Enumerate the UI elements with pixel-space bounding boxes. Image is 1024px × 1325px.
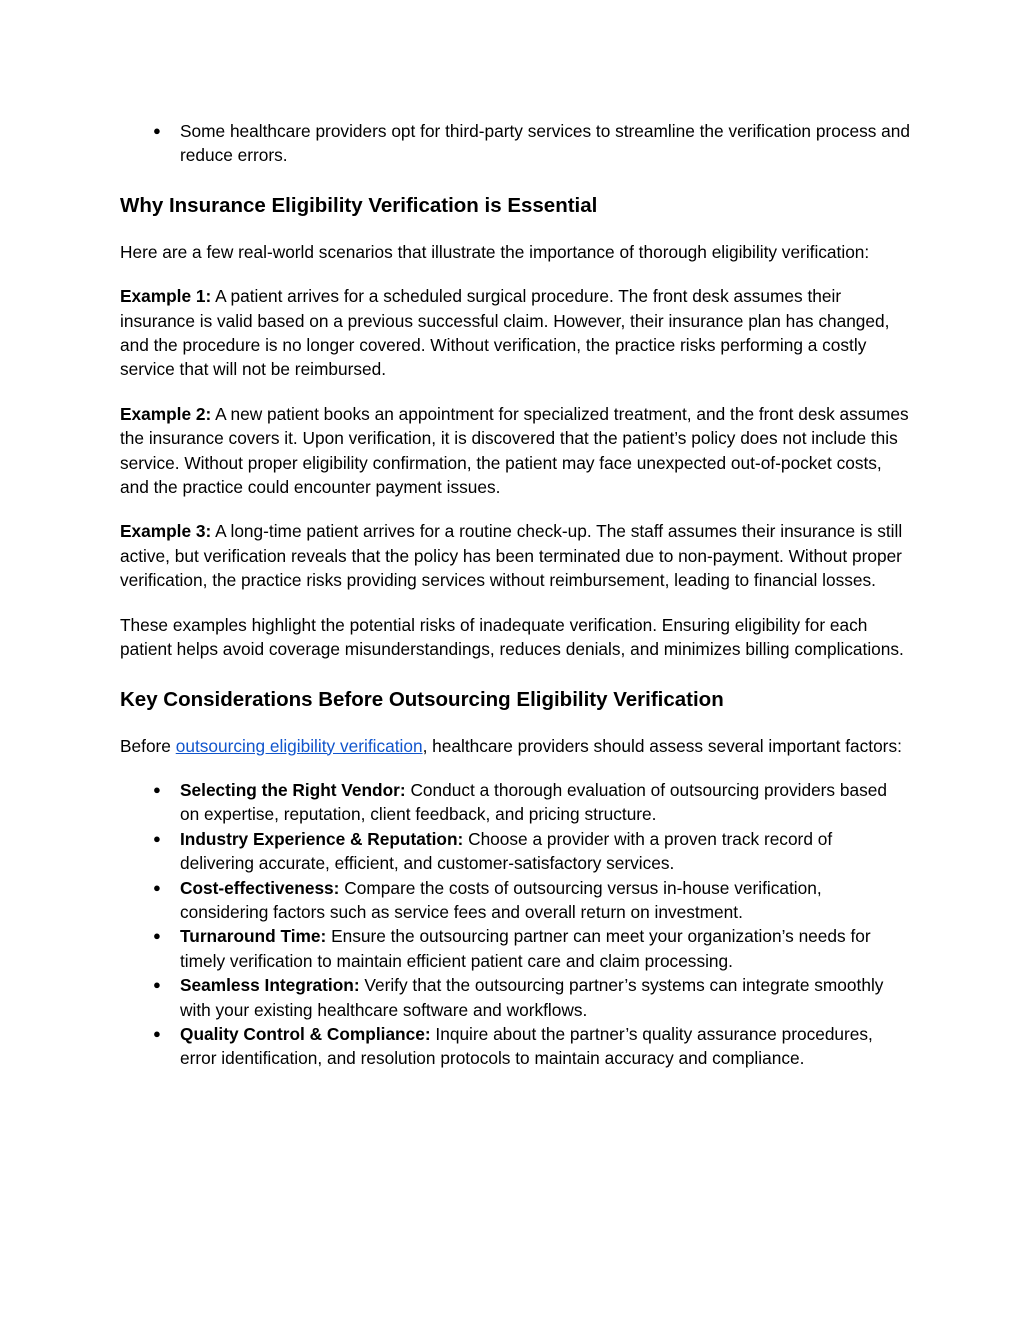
intro-text-after: , healthcare providers should assess several important factors: bbox=[422, 735, 902, 756]
list-item bbox=[120, 1022, 910, 1071]
document-page bbox=[120, 119, 910, 1071]
factor-label: Quality Control & Compliance: bbox=[180, 1023, 431, 1044]
outsourcing-eligibility-verification-link[interactable]: outsourcing eligibility verification bbox=[175, 735, 423, 756]
bullet-icon: ● bbox=[153, 928, 161, 944]
factor-text: Ensure the outsourcing partner can meet your organization’s needs for timely verification to maintain efficient patient care and claim processing. bbox=[180, 926, 871, 971]
example-text: A new patient books an appointment for specialized treatment, and the front desk assumes the insurance covers it. Upon verification, it is discovered that the patient’s policy does not include this service. Without proper eligibility confirmation, the patient may face unexpected out-of-pocket costs, and the practice could encounter payment issues. bbox=[120, 403, 909, 498]
example-label: Example 1: bbox=[120, 286, 212, 307]
section-intro-paragraph: Here are a few real-world scenarios that illustrate the importance of thorough eligibility verification: bbox=[120, 241, 870, 262]
list-item bbox=[120, 876, 910, 925]
list-item bbox=[120, 119, 910, 168]
bullet-icon: ● bbox=[153, 977, 161, 993]
factor-label: Cost-effectiveness: bbox=[180, 877, 340, 898]
bullet-icon: ● bbox=[153, 1025, 161, 1041]
factor-label: Selecting the Right Vendor: bbox=[180, 779, 406, 800]
section-heading-why-essential: Why Insurance Eligibility Verification is Essential bbox=[120, 193, 598, 217]
intro-text-before: Before bbox=[120, 735, 176, 756]
example-paragraph-1 bbox=[120, 284, 910, 382]
list-item bbox=[120, 924, 910, 973]
example-text: A patient arrives for a scheduled surgical procedure. The front desk assumes their insurance is valid based on a previous successful claim. However, their insurance plan has changed, and the procedure is no longer covered. Without verification, the practice risks performing a costly service that will not be reimbursed. bbox=[120, 286, 890, 380]
section-intro-paragraph bbox=[120, 734, 910, 758]
list-item bbox=[120, 973, 910, 1022]
list-item bbox=[120, 778, 910, 827]
bullet-icon: ● bbox=[153, 781, 161, 797]
top-bullet-list bbox=[120, 119, 910, 168]
factor-label: Seamless Integration: bbox=[180, 975, 360, 996]
factor-text: Compare the costs of outsourcing versus in-house verification, considering factors such as service fees and overall return on investment. bbox=[180, 877, 822, 922]
list-item bbox=[120, 827, 910, 876]
factor-text: Inquire about the partner’s quality assurance procedures, error identification, and resolution protocols to maintain accuracy and compliance. bbox=[180, 1023, 873, 1069]
bullet-icon: ● bbox=[153, 123, 161, 138]
summary-paragraph: These examples highlight the potential risks of inadequate verification. Ensuring eligibility for each patient helps avoid coverage misunderstandings, reduces denials, and minimizes billing complications. bbox=[120, 614, 904, 660]
example-paragraph-2 bbox=[120, 402, 910, 500]
list-item-text: Some healthcare providers opt for third-party services to streamline the verification process and reduce errors. bbox=[180, 121, 910, 166]
factor-label: Turnaround Time: bbox=[180, 926, 327, 947]
bullet-icon: ● bbox=[153, 830, 161, 846]
section-heading-key-considerations: Key Considerations Before Outsourcing Eligibility Verification bbox=[120, 687, 724, 711]
example-label: Example 2: bbox=[120, 403, 212, 424]
factor-text: Verify that the outsourcing partner’s systems can integrate smoothly with your existing healthcare software and workflows. bbox=[180, 975, 884, 1020]
example-text: A long-time patient arrives for a routine check-up. The staff assumes their insurance is still active, but verification reveals that the policy has been terminated due to non-payment. Without proper verification, the practice risks providing services without reimbursement, leading to financial losses. bbox=[120, 521, 903, 591]
example-paragraph-3 bbox=[120, 519, 910, 592]
considerations-list bbox=[120, 778, 910, 1071]
bullet-icon: ● bbox=[153, 879, 161, 895]
example-label: Example 3: bbox=[120, 521, 212, 542]
factor-label: Industry Experience & Reputation: bbox=[180, 828, 464, 849]
factor-text: Conduct a thorough evaluation of outsourcing providers based on expertise, reputation, client feedback, and pricing structure. bbox=[180, 779, 887, 825]
factor-text: Choose a provider with a proven track record of delivering accurate, efficient, and customer-satisfactory services. bbox=[180, 828, 833, 874]
